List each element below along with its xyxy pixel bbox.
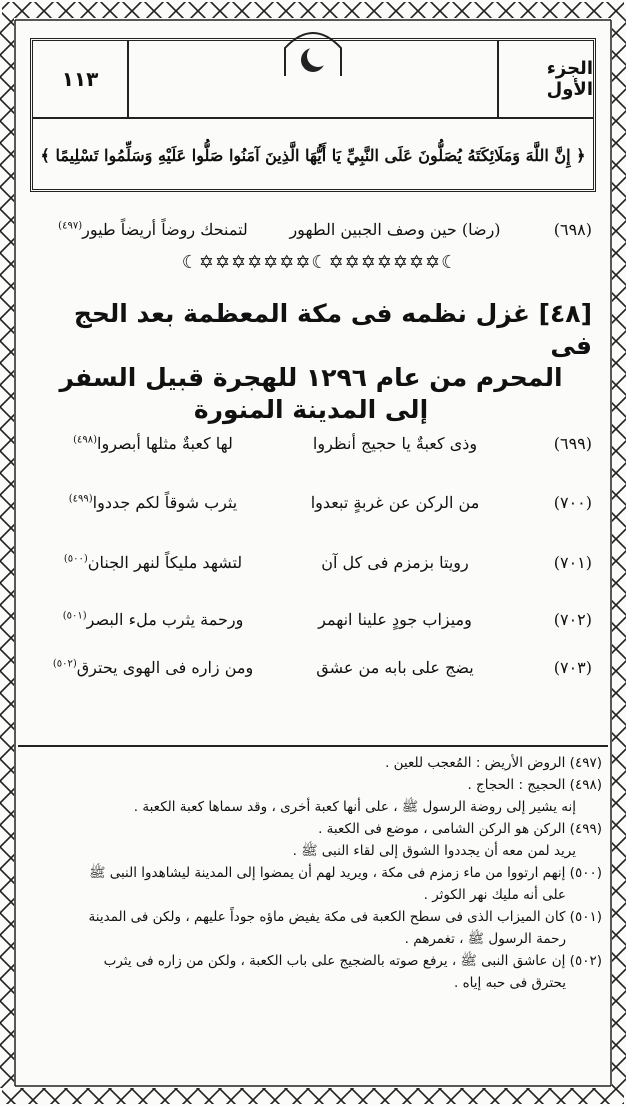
page-header (30, 38, 596, 192)
poem-line (36, 212, 592, 246)
footnote: (٤٩٩) الركن هو الركن الشامى ، موضع فى الكعبة . (318, 821, 602, 837)
line-number: (٧٠٣) (553, 657, 592, 677)
hemistich-text: لها كعبةٌ مثلها أبصروا (97, 433, 233, 453)
line-number: (٦٩٩) (553, 433, 592, 453)
first-hemistich: وميزاب جودٍ علينا انهمر (318, 609, 472, 629)
hemistich-text: يثرب شوقاً لكم جددوا (92, 492, 238, 512)
poem-line (36, 545, 592, 579)
header-row (33, 41, 593, 119)
second-hemistich (36, 610, 270, 629)
poem-line (36, 650, 592, 684)
heading-line-3: إلى المدينة المنورة (193, 395, 429, 424)
hemistich-text: ورحمة يثرب ملء البصر (86, 609, 244, 629)
line-number: (٦٩٨) (553, 219, 592, 239)
hemistich-text: لتشهد مليكاً لنهر الجنان (87, 552, 243, 572)
page-number: ١١٣ (33, 41, 129, 117)
second-hemistich (36, 220, 270, 239)
line-number: (٧٠٢) (553, 609, 592, 629)
footnote-ref: (٥٠٢) (52, 658, 77, 670)
footnote-ref: (٥٠١) (62, 610, 87, 622)
hemistich-text: ومن زاره فى الهوى يحترق (76, 657, 254, 677)
footnote-ref: (٤٩٧) (58, 220, 83, 232)
first-hemistich: (رضا) حين وصف الجبين الطهور (289, 219, 501, 239)
section-heading (30, 298, 592, 426)
footnote-separator (18, 745, 608, 747)
first-hemistich: رويتا بزمزم فى كل آن (321, 552, 469, 572)
footnote-continuation: يحترق فى حبه إياه . (454, 975, 566, 991)
heading-line-1: [٤٨] غزل نظمه فى مكة المعظمة بعد الحج فى (73, 299, 592, 360)
second-hemistich (36, 658, 270, 677)
second-hemistich (36, 434, 270, 453)
footnote: (٥٠١) كان الميزاب الذى فى سطح الكعبة فى مكة يفيض ماؤه جوداً عليهم ، ولكن فى المدينة (88, 909, 602, 925)
footnote-ref: (٤٩٩) (68, 493, 93, 505)
footnote-continuation: يريد لمن معه أن يجددوا الشوق إلى لقاء النبى ﷺ . (292, 843, 576, 859)
poem-line (36, 602, 592, 636)
line-number: (٧٠١) (553, 552, 592, 572)
poem-line (36, 426, 592, 460)
footnotes (22, 752, 602, 994)
footnote-ref: (٥٠٠) (63, 553, 88, 565)
first-hemistich: وذى كعبةٌ يا حجيج أنظروا (312, 433, 478, 453)
footnote: (٥٠٢) إن عاشق النبى ﷺ ، يرفع صوته بالضجيج على باب الكعبة ، ولكن من زاره فى يثرب (103, 953, 602, 969)
footnote: (٤٩٧) الروض الأريض : المُعجب للعين . (385, 755, 602, 771)
footnote-continuation: على أنه مليك نهر الكوثر . (423, 887, 566, 903)
footnote: (٤٩٨) الحجيج : الحجاج . (467, 777, 602, 793)
first-hemistich: من الركن عن غربةٍ تبعدوا (310, 492, 480, 512)
footnote-continuation: رحمة الرسول ﷺ ، تغمرهم . (404, 931, 566, 947)
line-number: (٧٠٠) (553, 492, 592, 512)
second-hemistich (36, 553, 270, 572)
hemistich-text: لتمنحك روضاً أريضاً طيور (82, 219, 248, 239)
quran-verse-banner: ﴿ إِنَّ اللَّهَ وَمَلَائِكَتَهُ يُصَلُّونَ عَلَى النَّبِيِّ يَا أَيُّهَا الَّذِينَ آمَنُوا صَلُّوا عَلَيْهِ وَسَلِّمُوا تَسْلِيمًا ﴾ (40, 145, 586, 165)
footnote-ref: (٤٩٨) (73, 434, 98, 446)
footnote: (٥٠٠) إنهم ارتووا من ماء زمزم فى مكة ، ويريد لهم أن يمضوا إلى المدينة ليشاهدوا النبى ﷺ (89, 865, 602, 881)
poem-line (36, 485, 592, 519)
heading-line-2: المحرم من عام ١٢٩٦ للهجرة قبيل السفر (59, 363, 563, 392)
crescent-star-ornament: ☾✡✡✡✡✡✡✡☾✡✡✡✡✡✡✡☾ (181, 252, 459, 273)
volume-label: الجزء الأول (497, 41, 593, 117)
first-hemistich: يضج على بابه من عشق (316, 657, 474, 677)
footnote-continuation: إنه يشير إلى روضة الرسول ﷺ ، على أنها كعبة أخرى ، وقد سماها كعبة الكعبة . (133, 799, 576, 815)
second-hemistich (36, 493, 270, 512)
